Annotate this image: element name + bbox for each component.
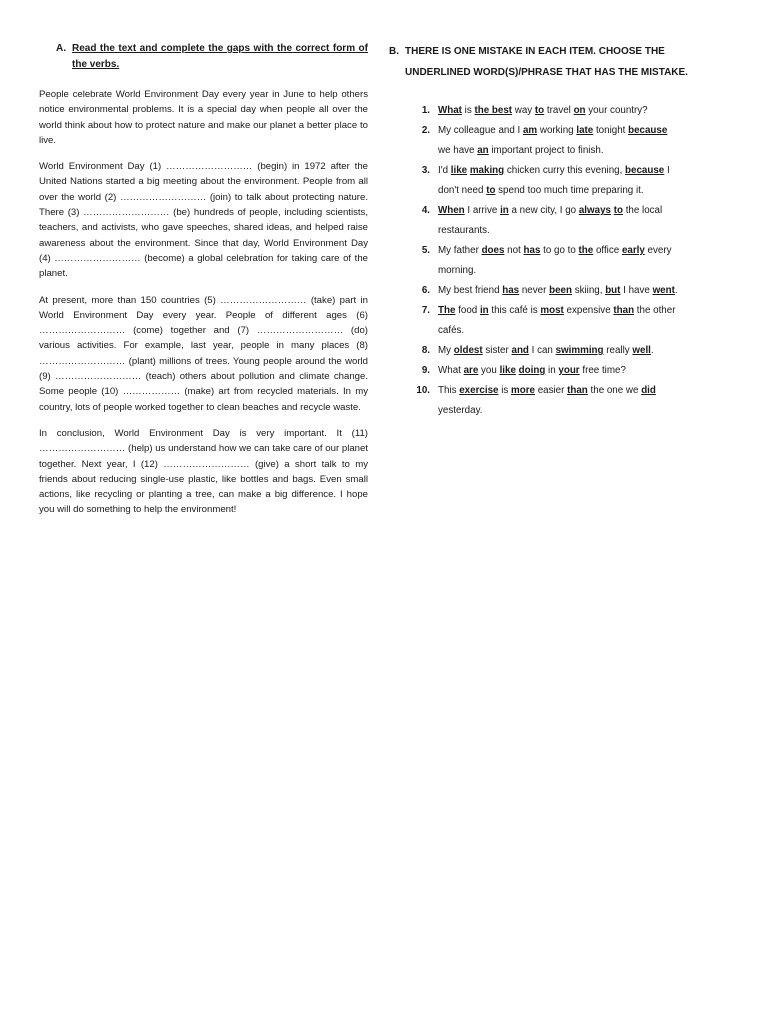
sentence-text: My best friend [438,285,503,296]
sentence-text: this café is [488,305,541,316]
sentence-text: I don't need [438,165,670,196]
section-a-instruction: Read the text and complete the gaps with the correct form of the verbs. [72,43,368,70]
section-b [389,41,729,421]
item-sentence [438,301,729,341]
section-a [39,41,368,529]
underlined-option[interactable]: the [578,245,594,256]
item-sentence [438,381,729,421]
list-item [389,121,729,161]
sentence-text: chicken curry this evening, [504,165,626,176]
underlined-option[interactable]: like [450,165,468,176]
underlined-option[interactable]: an [477,145,489,156]
item-number: 7. [421,305,430,316]
list-item [389,281,729,301]
sentence-text: really [603,345,633,356]
sentence-text: the local restaurants. [438,205,663,236]
section-a-letter: A. [56,43,66,54]
sentence-text: This [438,385,460,396]
underlined-option[interactable]: late [576,125,594,136]
underlined-option[interactable]: more [511,385,535,396]
sentence-text: travel [544,105,574,116]
sentence-text: I have [620,285,653,296]
sentence-text: is [498,385,511,396]
item-sentence [438,361,729,381]
list-item [389,101,729,121]
underlined-option[interactable]: in [500,205,509,216]
sentence-text: the other cafés. [438,305,676,336]
item-number: 5. [421,245,430,256]
sentence-text: not [504,245,524,256]
sentence-text: working [537,125,577,136]
underlined-option[interactable]: am [522,125,538,136]
sentence-text: My father [438,245,482,256]
sentence-text: never [519,285,550,296]
underlined-option[interactable]: has [502,285,520,296]
list-item [389,241,729,281]
underlined-option[interactable]: went [652,285,675,296]
underlined-option[interactable]: the best [474,105,513,116]
underlined-option[interactable]: doing [518,365,546,376]
underlined-option[interactable]: but [605,285,621,296]
underlined-option[interactable]: and [511,345,529,356]
sentence-text: . [674,285,678,296]
sentence-text: I'd [438,165,451,176]
underlined-option[interactable]: are [463,365,479,376]
underlined-option[interactable]: always [578,205,611,216]
item-sentence [438,161,729,201]
item-sentence [438,241,729,281]
underlined-option[interactable]: because [625,165,665,176]
sentence-text: we have [438,145,478,156]
sentence-text: you [478,365,500,376]
underlined-option[interactable]: exercise [459,385,499,396]
sentence-text: a new city, I go [508,205,579,216]
sentence-text: way [512,105,535,116]
item-number: 4. [421,205,430,216]
underlined-option[interactable]: than [567,385,588,396]
sentence-text: the one we [587,385,642,396]
sentence-text: . [650,345,654,356]
underlined-option[interactable]: been [549,285,572,296]
list-item [389,381,729,421]
underlined-option[interactable]: to [486,185,496,196]
sentence-text: tonight [593,125,629,136]
section-b-instruction: THERE IS ONE MISTAKE IN EACH ITEM. CHOOSE THE UNDERLINED WORD(S)/PHRASE THAT HAS THE MISTAKE. [405,46,688,78]
sentence-text: food [455,305,480,316]
sentence-text: spend too much time preparing it. [495,185,644,196]
item-number: 2. [421,125,430,136]
underlined-option[interactable]: What [438,105,462,116]
underlined-option[interactable]: has [523,245,541,256]
underlined-option[interactable]: does [481,245,505,256]
sentence-text: important project to finish. [488,145,604,156]
item-sentence [438,201,729,241]
underlined-option[interactable]: When [438,205,465,216]
item-number: 3. [421,165,430,176]
list-item [389,361,729,381]
underlined-option[interactable]: early [621,245,645,256]
underlined-option[interactable]: your [558,365,580,376]
sentence-text: yesterday. [438,405,483,416]
list-item [389,301,729,341]
list-item [389,201,729,241]
paragraph-intro: People celebrate World Environment Day every year in June to help others notice environmental problems. It is a special day when people all over the world think about how to protect nature and make our planet a better place to live. [39,89,368,146]
list-item [389,161,729,201]
sentence-text: your country? [585,105,648,116]
section-b-letter: B. [389,46,399,57]
sentence-text: is [461,105,475,116]
paragraph-present: At present, more than 150 countries (5) ……………………… (take) part in World Environment Day every year. People of different ages (6) ……………………… (come) together and (7) ……………………… (do) various activities. For example, last year, people in many places (8) ……………………… (plant) millions of trees. Young people around the world (9) ……………………… (teach) others about pollution and climate change. Some people (10) ……………… (make) art from recycled materials. In my country, lots of people worked together to clean beaches and recycle waste. [39,294,368,413]
sentence-text: I arrive [464,205,501,216]
sentence-text: expensive [563,305,614,316]
sentence-text: My colleague and I [438,125,523,136]
underlined-option[interactable]: swimming [555,345,604,356]
underlined-option[interactable]: to [534,105,545,116]
sentence-text: easier [534,385,568,396]
sentence-text: My [438,345,454,356]
sentence-text: What [438,365,464,376]
paragraph-conclusion: In conclusion, World Environment Day is very important. It (11) ……………………… (help) us understand how we can take care of our planet together. Next year, I (12) ……………………… (give) a short talk to my friends about reducing single-use plastic, like bottles and bags. Even small actions, like recycling or planting a tree, can make a big difference. I hope you will do something to help the environment! [39,427,368,516]
item-sentence [438,101,729,121]
underlined-option[interactable]: making [469,165,505,176]
underlined-option[interactable]: than [613,305,635,316]
section-a-heading [39,41,368,73]
item-number: 6. [421,285,430,296]
underlined-option[interactable]: most [540,305,564,316]
section-b-heading [389,41,729,83]
sentence-text: skiing, [571,285,606,296]
sentence-text: sister [482,345,512,356]
item-sentence [438,341,729,361]
underlined-option[interactable]: because [628,125,668,136]
underlined-option[interactable]: The [438,305,456,316]
underlined-option[interactable]: to [613,205,623,216]
sentence-text: to go to [540,245,579,256]
mistake-items-list [389,101,729,421]
underlined-option[interactable]: did [641,385,656,396]
sentence-text: I can [528,345,556,356]
item-sentence [438,281,729,301]
underlined-option[interactable]: on [573,105,586,116]
sentence-text: in [545,365,559,376]
sentence-text: every morning. [438,245,672,276]
list-item [389,341,729,361]
paragraph-history: World Environment Day (1) ……………………… (begin) in 1972 after the United Nations started a big meeting about the environment. People from all over the world (2) ……………………… (join) to talk about protecting nature. There (3) ……………………… (be) hundreds of people, including scientists, teachers, and activists, who gave speeches, shared ideas, and helped raise awareness about the environment. Since that day, World Environment Day (4) ……………………… (become) a global celebration for taking care of the planet. [39,161,368,280]
underlined-option[interactable]: like [499,365,516,376]
item-number: 10. [416,385,430,396]
item-sentence [438,121,729,161]
underlined-option[interactable]: well [632,345,651,356]
sentence-text: office [593,245,622,256]
item-number: 8. [421,345,430,356]
item-number: 9. [421,365,430,376]
sentence-text: free time? [579,365,626,376]
underlined-option[interactable]: oldest [453,345,483,356]
underlined-option[interactable]: in [479,305,489,316]
item-number: 1. [421,105,430,116]
